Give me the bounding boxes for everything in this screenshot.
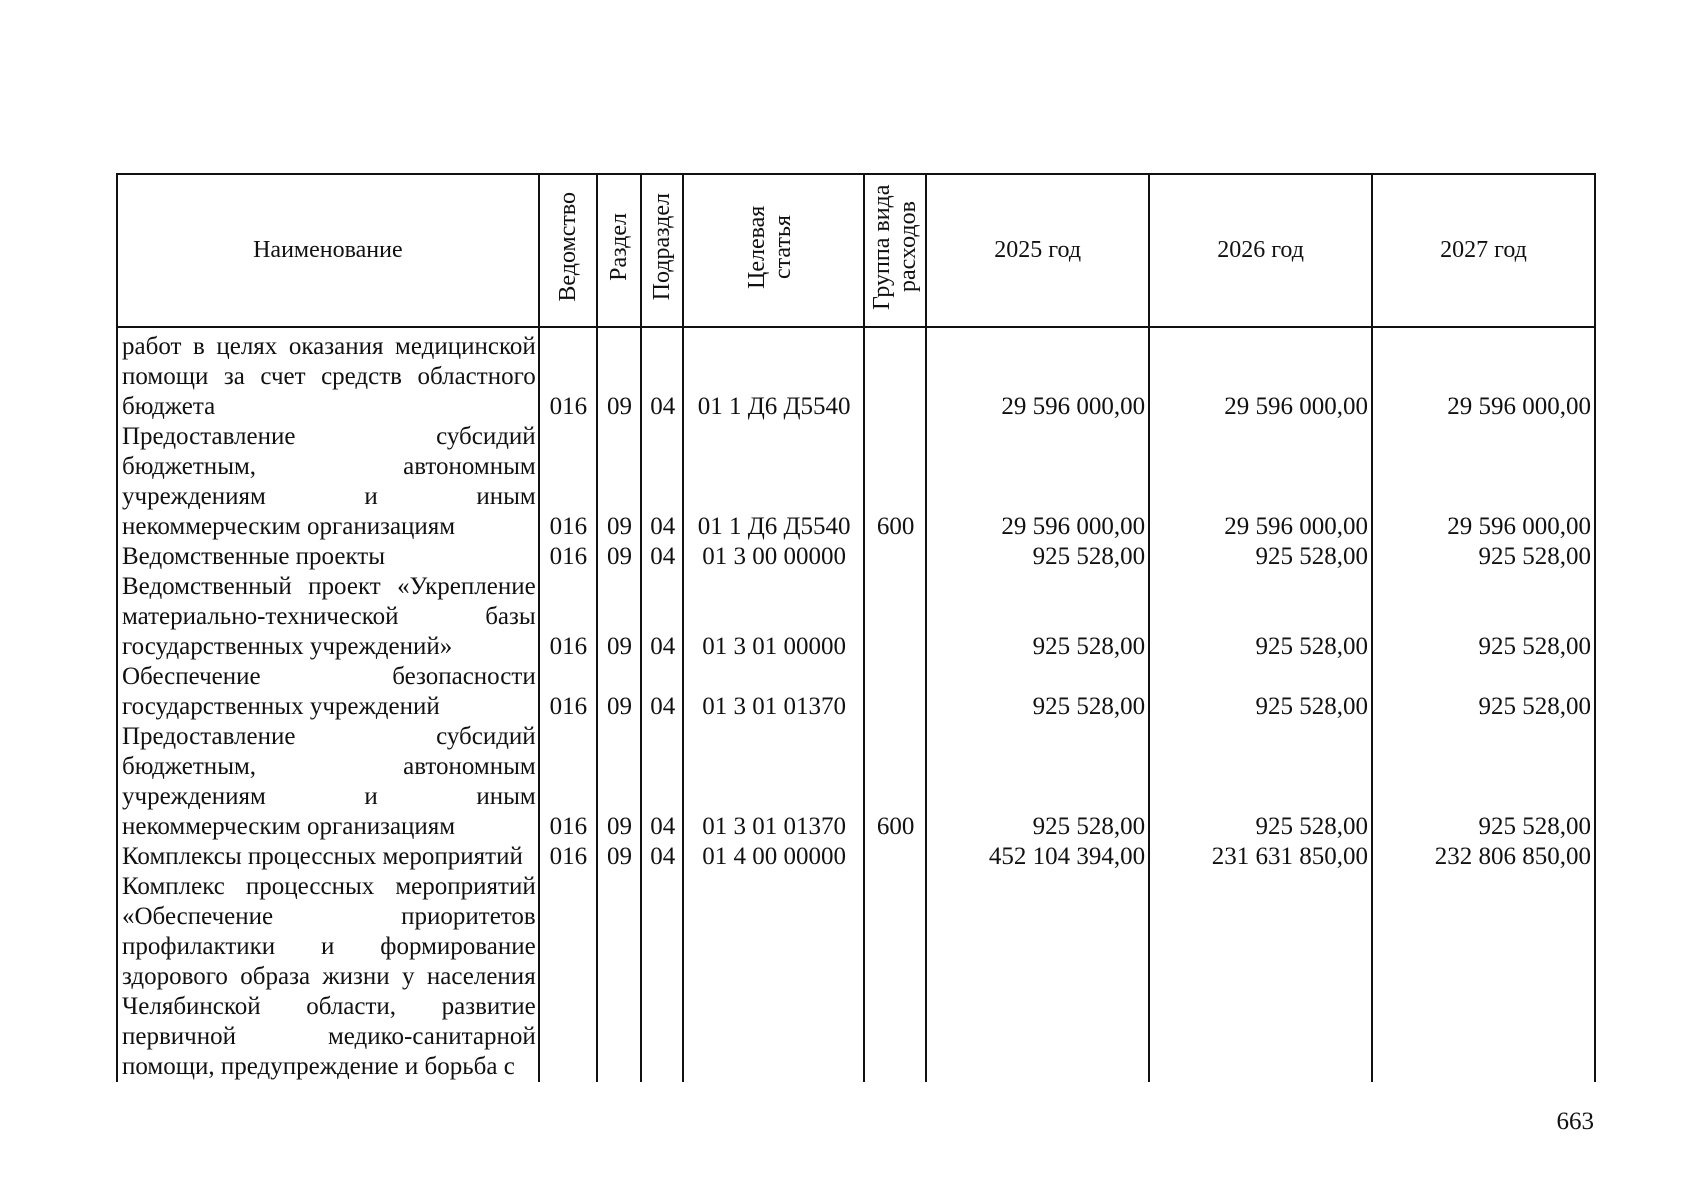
row-2027: 925 528,00	[1372, 572, 1595, 662]
row-razdel: 09	[597, 422, 641, 542]
row-2025	[926, 872, 1149, 1082]
row-name: Предоставление субсидий бюджетным, автономным учреждениям и иным некоммерческим организациям	[117, 722, 539, 842]
row-2025: 925 528,00	[926, 662, 1149, 722]
row-name: Ведомственные проекты	[117, 542, 539, 572]
row-2027: 925 528,00	[1372, 722, 1595, 842]
header-2027: 2027 год	[1372, 174, 1595, 327]
row-gruppa	[864, 542, 926, 572]
row-razdel	[597, 872, 641, 1082]
row-razdel: 09	[597, 722, 641, 842]
table-row	[117, 542, 1595, 572]
row-podrazdel: 04	[641, 572, 683, 662]
row-2025: 925 528,00	[926, 572, 1149, 662]
row-name: работ в целях оказания медицинской помощи за счет средств областного бюджета	[117, 327, 539, 422]
row-celevaya: 01 3 01 00000	[683, 572, 864, 662]
table-row	[117, 662, 1595, 722]
row-name: Обеспечение безопасности государственных учреждений	[117, 662, 539, 722]
row-name: Ведомственный проект «Укрепление материально-технической базы государственных учреждений»	[117, 572, 539, 662]
row-gruppa	[864, 872, 926, 1082]
row-2026	[1149, 872, 1372, 1082]
row-gruppa: 600	[864, 422, 926, 542]
row-ved	[539, 872, 597, 1082]
row-podrazdel: 04	[641, 722, 683, 842]
header-razdel: Раздел	[597, 174, 641, 327]
row-gruppa: 600	[864, 722, 926, 842]
row-podrazdel: 04	[641, 327, 683, 422]
row-ved: 016	[539, 422, 597, 542]
row-podrazdel	[641, 872, 683, 1082]
row-2025: 925 528,00	[926, 542, 1149, 572]
page-number: 663	[1556, 1108, 1594, 1135]
table-row	[117, 327, 1595, 422]
row-gruppa	[864, 662, 926, 722]
row-2026: 925 528,00	[1149, 722, 1372, 842]
row-podrazdel: 04	[641, 422, 683, 542]
row-celevaya: 01 3 01 01370	[683, 662, 864, 722]
row-2027: 29 596 000,00	[1372, 327, 1595, 422]
header-celevaya-statya: Целевая статья	[683, 174, 864, 327]
row-2026: 925 528,00	[1149, 572, 1372, 662]
table-row	[117, 422, 1595, 542]
row-celevaya: 01 1 Д6 Д5540	[683, 327, 864, 422]
row-celevaya: 01 4 00 00000	[683, 842, 864, 872]
row-ved: 016	[539, 842, 597, 872]
table-row	[117, 722, 1595, 842]
row-gruppa	[864, 572, 926, 662]
row-2025: 452 104 394,00	[926, 842, 1149, 872]
table-header	[117, 174, 1595, 327]
row-name: Предоставление субсидий бюджетным, автономным учреждениям и иным некоммерческим организациям	[117, 422, 539, 542]
table-body	[117, 327, 1595, 1082]
row-2027	[1372, 872, 1595, 1082]
header-gruppa-vida-rashodov: Группа вида расходов	[864, 174, 926, 327]
row-2026: 231 631 850,00	[1149, 842, 1372, 872]
row-name: Комплексы процессных мероприятий	[117, 842, 539, 872]
row-2027: 925 528,00	[1372, 662, 1595, 722]
budget-table	[116, 173, 1596, 1082]
row-razdel: 09	[597, 662, 641, 722]
row-2025: 925 528,00	[926, 722, 1149, 842]
row-2025: 29 596 000,00	[926, 327, 1149, 422]
row-2027: 232 806 850,00	[1372, 842, 1595, 872]
row-name: Комплекс процессных мероприятий «Обеспечение приоритетов профилактики и формирование здорового образа жизни у населения Челябинской области, развитие первичной медико-санитарной помощи, предупреждение и борьба с	[117, 872, 539, 1082]
header-2025: 2025 год	[926, 174, 1149, 327]
row-celevaya: 01 1 Д6 Д5540	[683, 422, 864, 542]
row-2025: 29 596 000,00	[926, 422, 1149, 542]
row-razdel: 09	[597, 572, 641, 662]
row-celevaya: 01 3 00 00000	[683, 542, 864, 572]
row-2026: 29 596 000,00	[1149, 422, 1372, 542]
row-2027: 925 528,00	[1372, 542, 1595, 572]
row-2026: 925 528,00	[1149, 542, 1372, 572]
row-ved: 016	[539, 662, 597, 722]
table-row	[117, 572, 1595, 662]
row-razdel: 09	[597, 327, 641, 422]
row-gruppa	[864, 842, 926, 872]
row-podrazdel: 04	[641, 662, 683, 722]
row-podrazdel: 04	[641, 842, 683, 872]
table-row	[117, 842, 1595, 872]
row-celevaya: 01 3 01 01370	[683, 722, 864, 842]
row-2026: 29 596 000,00	[1149, 327, 1372, 422]
row-razdel: 09	[597, 842, 641, 872]
header-podrazdel: Подраздел	[641, 174, 683, 327]
header-name: Наименование	[117, 174, 539, 327]
row-razdel: 09	[597, 542, 641, 572]
row-ved: 016	[539, 722, 597, 842]
row-2027: 29 596 000,00	[1372, 422, 1595, 542]
row-celevaya	[683, 872, 864, 1082]
row-ved: 016	[539, 572, 597, 662]
row-gruppa	[864, 327, 926, 422]
row-podrazdel: 04	[641, 542, 683, 572]
row-ved: 016	[539, 542, 597, 572]
header-vedomstvo: Ведомство	[539, 174, 597, 327]
header-2026: 2026 год	[1149, 174, 1372, 327]
table-row	[117, 872, 1595, 1082]
row-2026: 925 528,00	[1149, 662, 1372, 722]
row-ved: 016	[539, 327, 597, 422]
